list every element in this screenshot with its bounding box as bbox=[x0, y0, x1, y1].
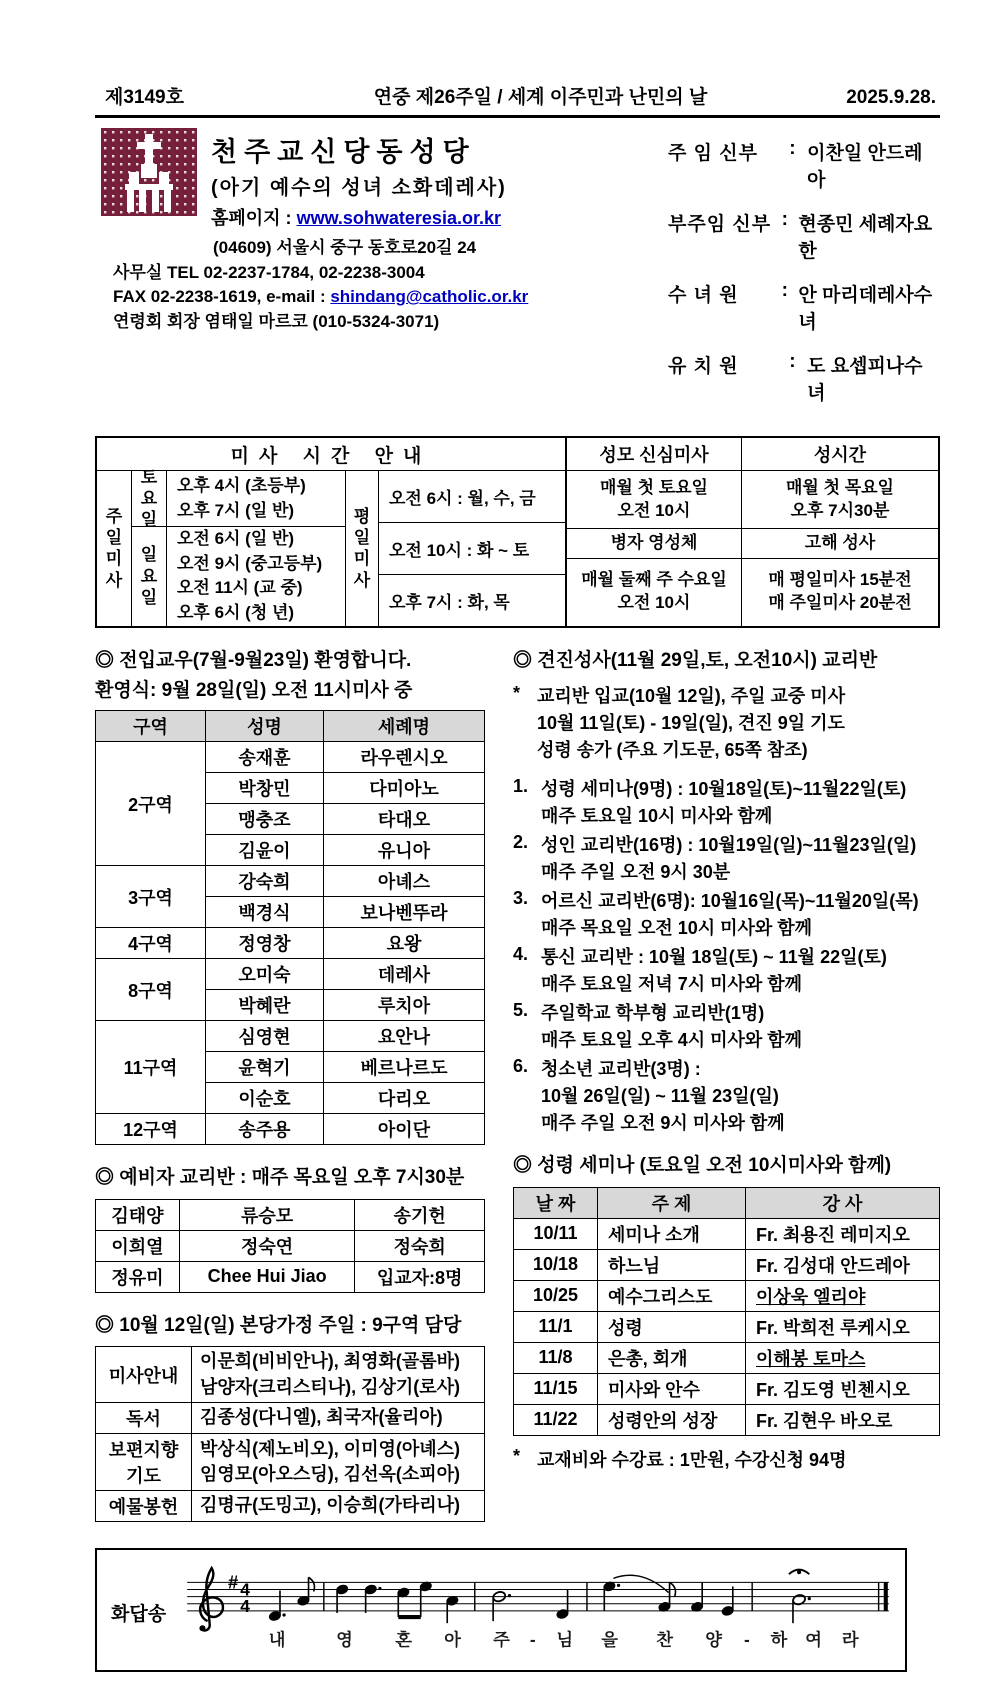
masthead bbox=[95, 128, 940, 422]
lyric-syllable: 아 bbox=[444, 1629, 461, 1650]
homepage-line bbox=[211, 204, 507, 230]
duty-names-cell: 이문희(비비안나), 최영화(골롬바) 남양자(크리스티나), 김상기(로사) bbox=[192, 1347, 485, 1402]
baptismal-name-cell: 요왕 bbox=[324, 928, 485, 959]
seminar-date-cell: 11/1 bbox=[514, 1311, 598, 1342]
clergy-role: 수 녀 원 bbox=[668, 285, 739, 306]
class-number: 3. bbox=[513, 888, 529, 909]
name-cell: 윤혁기 bbox=[206, 1052, 324, 1083]
clergy-name: 현종민 세례자요한 bbox=[798, 214, 933, 262]
devotion-mass-header: 성모 신심미사 bbox=[567, 438, 741, 471]
family-duty-heading: ◎ 10월 12일(일) 본당가정 주일 : 9구역 담당 bbox=[95, 1314, 462, 1336]
lyric-syllable: 라 bbox=[841, 1629, 859, 1650]
seminar-topic-cell: 성령 bbox=[598, 1311, 746, 1342]
seminar-heading: ◎ 성령 세미나 (토요일 오전 10시미사와 함께) bbox=[513, 1155, 892, 1177]
devotion-row: 병자 영성체 bbox=[567, 529, 741, 559]
zone-cell: 8구역 bbox=[96, 959, 206, 1021]
church-contact bbox=[95, 236, 610, 335]
baptismal-name-cell: 타대오 bbox=[324, 804, 485, 835]
psalm-label: 화답송 bbox=[111, 1604, 167, 1626]
holy-hour-row: 고해 성사 bbox=[742, 529, 938, 559]
responsorial-psalm-box bbox=[95, 1548, 907, 1672]
issue-number: 제3149호 bbox=[105, 87, 184, 108]
class-number: 1. bbox=[513, 776, 529, 797]
clergy-name: 안 마리데레사수녀 bbox=[798, 285, 933, 333]
lyric-syllable: 주 bbox=[493, 1629, 510, 1650]
left-column bbox=[95, 648, 485, 1522]
email-link[interactable]: shindang@catholic.or.kr bbox=[330, 287, 529, 307]
baptismal-name-cell: 다리오 bbox=[324, 1083, 485, 1114]
church-address: (04609) 서울시 중구 동호로20길 24 bbox=[213, 238, 477, 257]
duty-label-cell: 예물봉헌 bbox=[96, 1490, 192, 1521]
seminar-lecturer-cell: 이상욱 엘리야 bbox=[746, 1280, 940, 1311]
name-cell: 정영창 bbox=[206, 928, 324, 959]
baptismal-name-cell: 보나벤뚜라 bbox=[324, 897, 485, 928]
lyric-syllable: 여 bbox=[805, 1629, 822, 1650]
catechumen-cell: Chee Hui Jiao bbox=[179, 1261, 355, 1292]
mass-schedule-table bbox=[95, 436, 940, 628]
lyric-syllable: - bbox=[744, 1629, 750, 1650]
weekday-time: 오후 7시 : 화, 목 bbox=[379, 574, 565, 626]
class-number: 2. bbox=[513, 832, 529, 853]
duty-label-cell: 독서 bbox=[96, 1402, 192, 1433]
weekday-time: 오전 10시 : 화 ~ 토 bbox=[379, 522, 565, 574]
catechism-classes-list bbox=[513, 776, 940, 1137]
clergy-role: 주 임 신부 bbox=[668, 143, 758, 164]
family-duty-table bbox=[95, 1346, 485, 1521]
duty-names-cell: 김명규(도밍고), 이승희(가타리나) bbox=[192, 1490, 485, 1521]
class-number: 4. bbox=[513, 944, 529, 965]
saturday-times: 오후 4시 (초등부) 오후 7시 (일 반) bbox=[166, 471, 345, 526]
clergy-row-kindergarten: 유 치 원 : 도 요셉피나수녀 bbox=[668, 351, 940, 405]
saturday-label: 토 요 일 bbox=[140, 467, 158, 530]
treble-clef-icon bbox=[199, 1568, 223, 1631]
zone-cell: 4구역 bbox=[96, 928, 206, 959]
table-row bbox=[96, 1402, 485, 1433]
table-row bbox=[514, 1249, 940, 1280]
seminar-topic-cell: 미사와 안수 bbox=[598, 1373, 746, 1404]
class-item bbox=[513, 1056, 940, 1137]
clergy-list bbox=[610, 128, 940, 422]
star-marker: * bbox=[513, 1445, 521, 1466]
seminar-topic-cell: 세미나 소개 bbox=[598, 1218, 746, 1249]
class-description: 어르신 교리반(6명): 10월16일(목)~11월20일(목) 매주 목요일 오전 10시 미사와 함께 bbox=[541, 891, 919, 939]
lyric-syllable: 내 bbox=[268, 1629, 286, 1650]
seminar-footnote bbox=[513, 1446, 940, 1472]
seminar-date-cell: 11/22 bbox=[514, 1404, 598, 1435]
class-item bbox=[513, 888, 940, 942]
name-cell: 박창민 bbox=[206, 773, 324, 804]
seminar-footnote-text: 교재비와 수강료 : 1만원, 수강신청 94명 bbox=[537, 1449, 847, 1470]
clergy-row-convent: 수 녀 원 : 안 마리데레사수녀 bbox=[668, 280, 940, 334]
table-row bbox=[96, 1433, 485, 1490]
bulletin-title: 연중 제26주일 / 세계 이주민과 난민의 날 bbox=[373, 87, 708, 108]
svg-text:4: 4 bbox=[240, 1595, 250, 1616]
column-header: 구역 bbox=[96, 711, 206, 742]
issue-bar bbox=[95, 82, 940, 118]
duty-names-cell: 김종성(다니엘), 최국자(율리아) bbox=[192, 1402, 485, 1433]
class-item bbox=[513, 1000, 940, 1054]
duty-names-cell: 박상식(제노비오), 이미영(아녜스) 임영모(아오스딩), 김선옥(소피아) bbox=[192, 1433, 485, 1490]
catechumen-cell: 정유미 bbox=[96, 1261, 180, 1292]
class-description: 성령 세미나(9명) : 10월18일(토)~11월22일(토) 매주 토요일 10시 미사와 함께 bbox=[541, 779, 907, 827]
newcomers-heading: ◎ 전입교우(7월-9월23일) 환영합니다. bbox=[95, 649, 412, 671]
confirmation-heading: ◎ 견진성사(11월 29일,토, 오전10시) 교리반 bbox=[513, 649, 878, 671]
class-description: 주일학교 학부형 교리반(1명) 매주 토요일 오후 4시 미사와 함께 bbox=[541, 1003, 803, 1051]
seminar-lecturer-cell: 이해봉 토마스 bbox=[746, 1342, 940, 1373]
table-row bbox=[96, 1230, 485, 1261]
class-description: 성인 교리반(16명) : 10월19일(일)~11월23일(일) 매주 주일 오전 9시 30분 bbox=[541, 835, 917, 883]
svg-text:#: # bbox=[227, 1571, 239, 1593]
column-header: 세례명 bbox=[324, 711, 485, 742]
catechumen-cell: 이희열 bbox=[96, 1230, 180, 1261]
table-row bbox=[96, 1199, 485, 1230]
weekday-mass-group-label: 평 일 미 사 bbox=[345, 471, 379, 626]
sunday-times: 오전 6시 (일 반) 오전 9시 (중고등부) 오전 11시 (교 중) 오후 6시 (청 년) bbox=[166, 527, 345, 626]
holy-hour-header: 성시간 bbox=[742, 438, 938, 471]
issue-date: 2025.9.28. bbox=[846, 87, 936, 108]
lyric-syllable: 영 bbox=[336, 1629, 353, 1650]
svg-text:4: 4 bbox=[240, 1579, 250, 1600]
column-header: 날 짜 bbox=[514, 1187, 598, 1218]
class-description: 청소년 교리반(3명) : 10월 26일(일) ~ 11월 23일(일) 매주 주일 오전 9시 미사와 함께 bbox=[541, 1059, 785, 1134]
church-subtitle: (아기 예수의 성녀 소화데레사) bbox=[211, 177, 507, 199]
newcomers-table bbox=[95, 710, 485, 1145]
lyric-syllable: 찬 bbox=[656, 1629, 674, 1650]
duty-label-cell: 보편지향 기도 bbox=[96, 1433, 192, 1490]
name-cell: 박혜란 bbox=[206, 990, 324, 1021]
clergy-row-pastor: 주 임 신부 : 이찬일 안드레아 bbox=[668, 138, 940, 192]
name-cell: 송주용 bbox=[206, 1114, 324, 1145]
seminar-date-cell: 10/25 bbox=[514, 1280, 598, 1311]
seminar-date-cell: 11/8 bbox=[514, 1342, 598, 1373]
seminar-table bbox=[513, 1187, 940, 1436]
zone-cell: 3구역 bbox=[96, 866, 206, 928]
catechumens-heading: ◎ 예비자 교리반 : 매주 목요일 오후 7시30분 bbox=[95, 1167, 465, 1189]
baptismal-name-cell: 다미아노 bbox=[324, 773, 485, 804]
catechumen-cell: 송기헌 bbox=[355, 1199, 485, 1230]
table-row bbox=[514, 1280, 940, 1311]
devotion-row: 매월 둘째 주 수요일 오전 10시 bbox=[581, 570, 727, 613]
seminar-topic-cell: 성령안의 성장 bbox=[598, 1404, 746, 1435]
name-cell: 백경식 bbox=[206, 897, 324, 928]
association-line: 연령회 회장 염태일 마르코 (010-5324-3071) bbox=[113, 311, 440, 331]
seminar-date-cell: 11/15 bbox=[514, 1373, 598, 1404]
name-cell: 강숙희 bbox=[206, 866, 324, 897]
sunday-label: 일 요 일 bbox=[140, 545, 158, 607]
class-item bbox=[513, 776, 940, 830]
zone-cell: 11구역 bbox=[96, 1021, 206, 1114]
newcomers-subheading: 환영식: 9월 28일(일) 오전 11시미사 중 bbox=[95, 680, 413, 702]
duty-label-cell: 미사안내 bbox=[96, 1347, 192, 1402]
baptismal-name-cell: 라우렌시오 bbox=[324, 742, 485, 773]
seminar-date-cell: 10/18 bbox=[514, 1249, 598, 1280]
seminar-lecturer-cell: Fr. 김성대 안드레아 bbox=[746, 1249, 940, 1280]
zone-cell: 2구역 bbox=[96, 742, 206, 866]
seminar-lecturer-cell: Fr. 최용진 레미지오 bbox=[746, 1218, 940, 1249]
clergy-name: 이찬일 안드레아 bbox=[807, 143, 923, 191]
catechumen-cell: 류승모 bbox=[179, 1199, 355, 1230]
confirmation-note-lines: 교리반 입교(10월 12일), 주일 교중 미사 10월 11일(토) - 19일(일), 견진 9일 기도 성령 송가 (주요 기도문, 65쪽 참조) bbox=[537, 686, 846, 761]
catechumen-cell: 김태양 bbox=[96, 1199, 180, 1230]
holy-hour-row: 매 평일미사 15분전 매 주일미사 20분전 bbox=[768, 570, 912, 613]
church-tel: 사무실 TEL 02-2237-1784, 02-2238-3004 bbox=[113, 262, 425, 282]
table-row bbox=[96, 1347, 485, 1402]
table-row bbox=[514, 1218, 940, 1249]
weekday-time: 오전 6시 : 월, 수, 금 bbox=[389, 488, 536, 508]
name-cell: 김윤이 bbox=[206, 835, 324, 866]
homepage-link[interactable]: www.sohwateresia.or.kr bbox=[296, 208, 501, 228]
name-cell: 오미숙 bbox=[206, 959, 324, 990]
column-header: 강 사 bbox=[746, 1187, 940, 1218]
name-cell: 심영현 bbox=[206, 1021, 324, 1052]
mass-table-title: 미사 시간 안내 bbox=[97, 438, 565, 471]
seminar-date-cell: 10/11 bbox=[514, 1218, 598, 1249]
table-row bbox=[514, 1342, 940, 1373]
seminar-lecturer-cell: Fr. 김도영 빈첸시오 bbox=[746, 1373, 940, 1404]
table-row bbox=[96, 1114, 485, 1145]
table-row bbox=[514, 1311, 940, 1342]
right-column bbox=[485, 648, 940, 1522]
lyric-syllable: 하 bbox=[770, 1629, 788, 1650]
baptismal-name-cell: 아녜스 bbox=[324, 866, 485, 897]
table-row bbox=[96, 959, 485, 990]
table-row bbox=[96, 1261, 485, 1292]
masthead-left bbox=[95, 128, 610, 422]
lyric-syllable: 님 bbox=[556, 1629, 574, 1650]
table-row bbox=[96, 742, 485, 773]
table-row bbox=[96, 1490, 485, 1521]
church-fax-email bbox=[95, 285, 610, 310]
name-cell: 이순호 bbox=[206, 1083, 324, 1114]
class-item bbox=[513, 944, 940, 998]
column-header: 성명 bbox=[206, 711, 324, 742]
class-item bbox=[513, 832, 940, 886]
confirmation-note bbox=[513, 683, 940, 764]
catechumen-cell: 정숙연 bbox=[179, 1230, 355, 1261]
class-number: 5. bbox=[513, 1000, 529, 1021]
baptismal-name-cell: 유니아 bbox=[324, 835, 485, 866]
baptismal-name-cell: 아이단 bbox=[324, 1114, 485, 1145]
fax-label: FAX 02-2238-1619, e-mail : bbox=[113, 287, 331, 307]
seminar-lecturer-cell: Fr. 박희전 루케시오 bbox=[746, 1311, 940, 1342]
table-row bbox=[96, 1021, 485, 1052]
homepage-label: 홈페이지 : bbox=[211, 208, 297, 228]
catechumens-table bbox=[95, 1199, 485, 1293]
seminar-topic-cell: 예수그리스도 bbox=[598, 1280, 746, 1311]
baptismal-name-cell: 데레사 bbox=[324, 959, 485, 990]
clergy-row-assistant: 부주임 신부 : 현종민 세례자요한 bbox=[668, 209, 940, 263]
clergy-role: 부주임 신부 bbox=[668, 214, 772, 235]
zone-cell: 12구역 bbox=[96, 1114, 206, 1145]
lyric-syllable: - bbox=[529, 1629, 536, 1650]
seminar-topic-cell: 하느님 bbox=[598, 1249, 746, 1280]
baptismal-name-cell: 요안나 bbox=[324, 1021, 485, 1052]
class-description: 통신 교리반 : 10월 18일(토) ~ 11월 22일(토) 매주 토요일 저녁 7시 미사와 함께 bbox=[541, 947, 887, 995]
table-row bbox=[96, 928, 485, 959]
lyric-syllable: 을 bbox=[601, 1629, 618, 1650]
church-name: 천주교신당동성당 bbox=[211, 137, 476, 167]
lyric-syllable: 양 bbox=[705, 1629, 723, 1650]
catechumen-cell: 입교자:8명 bbox=[355, 1261, 485, 1292]
clergy-name: 도 요셉피나수녀 bbox=[807, 356, 923, 404]
column-header: 주 제 bbox=[598, 1187, 746, 1218]
table-row bbox=[514, 1404, 940, 1435]
baptismal-name-cell: 베르나르도 bbox=[324, 1052, 485, 1083]
name-cell: 맹충조 bbox=[206, 804, 324, 835]
star-marker: * bbox=[513, 683, 521, 704]
catechumen-cell: 정숙희 bbox=[355, 1230, 485, 1261]
seminar-topic-cell: 은총, 회개 bbox=[598, 1342, 746, 1373]
lyric-syllable: 혼 bbox=[395, 1629, 412, 1650]
holy-hour-row: 매월 첫 목요일 오후 7시30분 bbox=[742, 471, 938, 529]
seminar-lecturer-cell: Fr. 김현우 바오로 bbox=[746, 1404, 940, 1435]
table-row bbox=[514, 1373, 940, 1404]
table-row bbox=[96, 866, 485, 897]
sunday-mass-group-label: 주 일 미 사 bbox=[105, 506, 123, 590]
baptismal-name-cell: 루치아 bbox=[324, 990, 485, 1021]
devotion-row: 매월 첫 토요일 오전 10시 bbox=[567, 471, 741, 529]
name-cell: 송재훈 bbox=[206, 742, 324, 773]
church-logo-icon bbox=[101, 128, 197, 216]
class-number: 6. bbox=[513, 1056, 529, 1077]
music-notation bbox=[181, 1564, 895, 1662]
clergy-role: 유 치 원 bbox=[668, 356, 739, 377]
